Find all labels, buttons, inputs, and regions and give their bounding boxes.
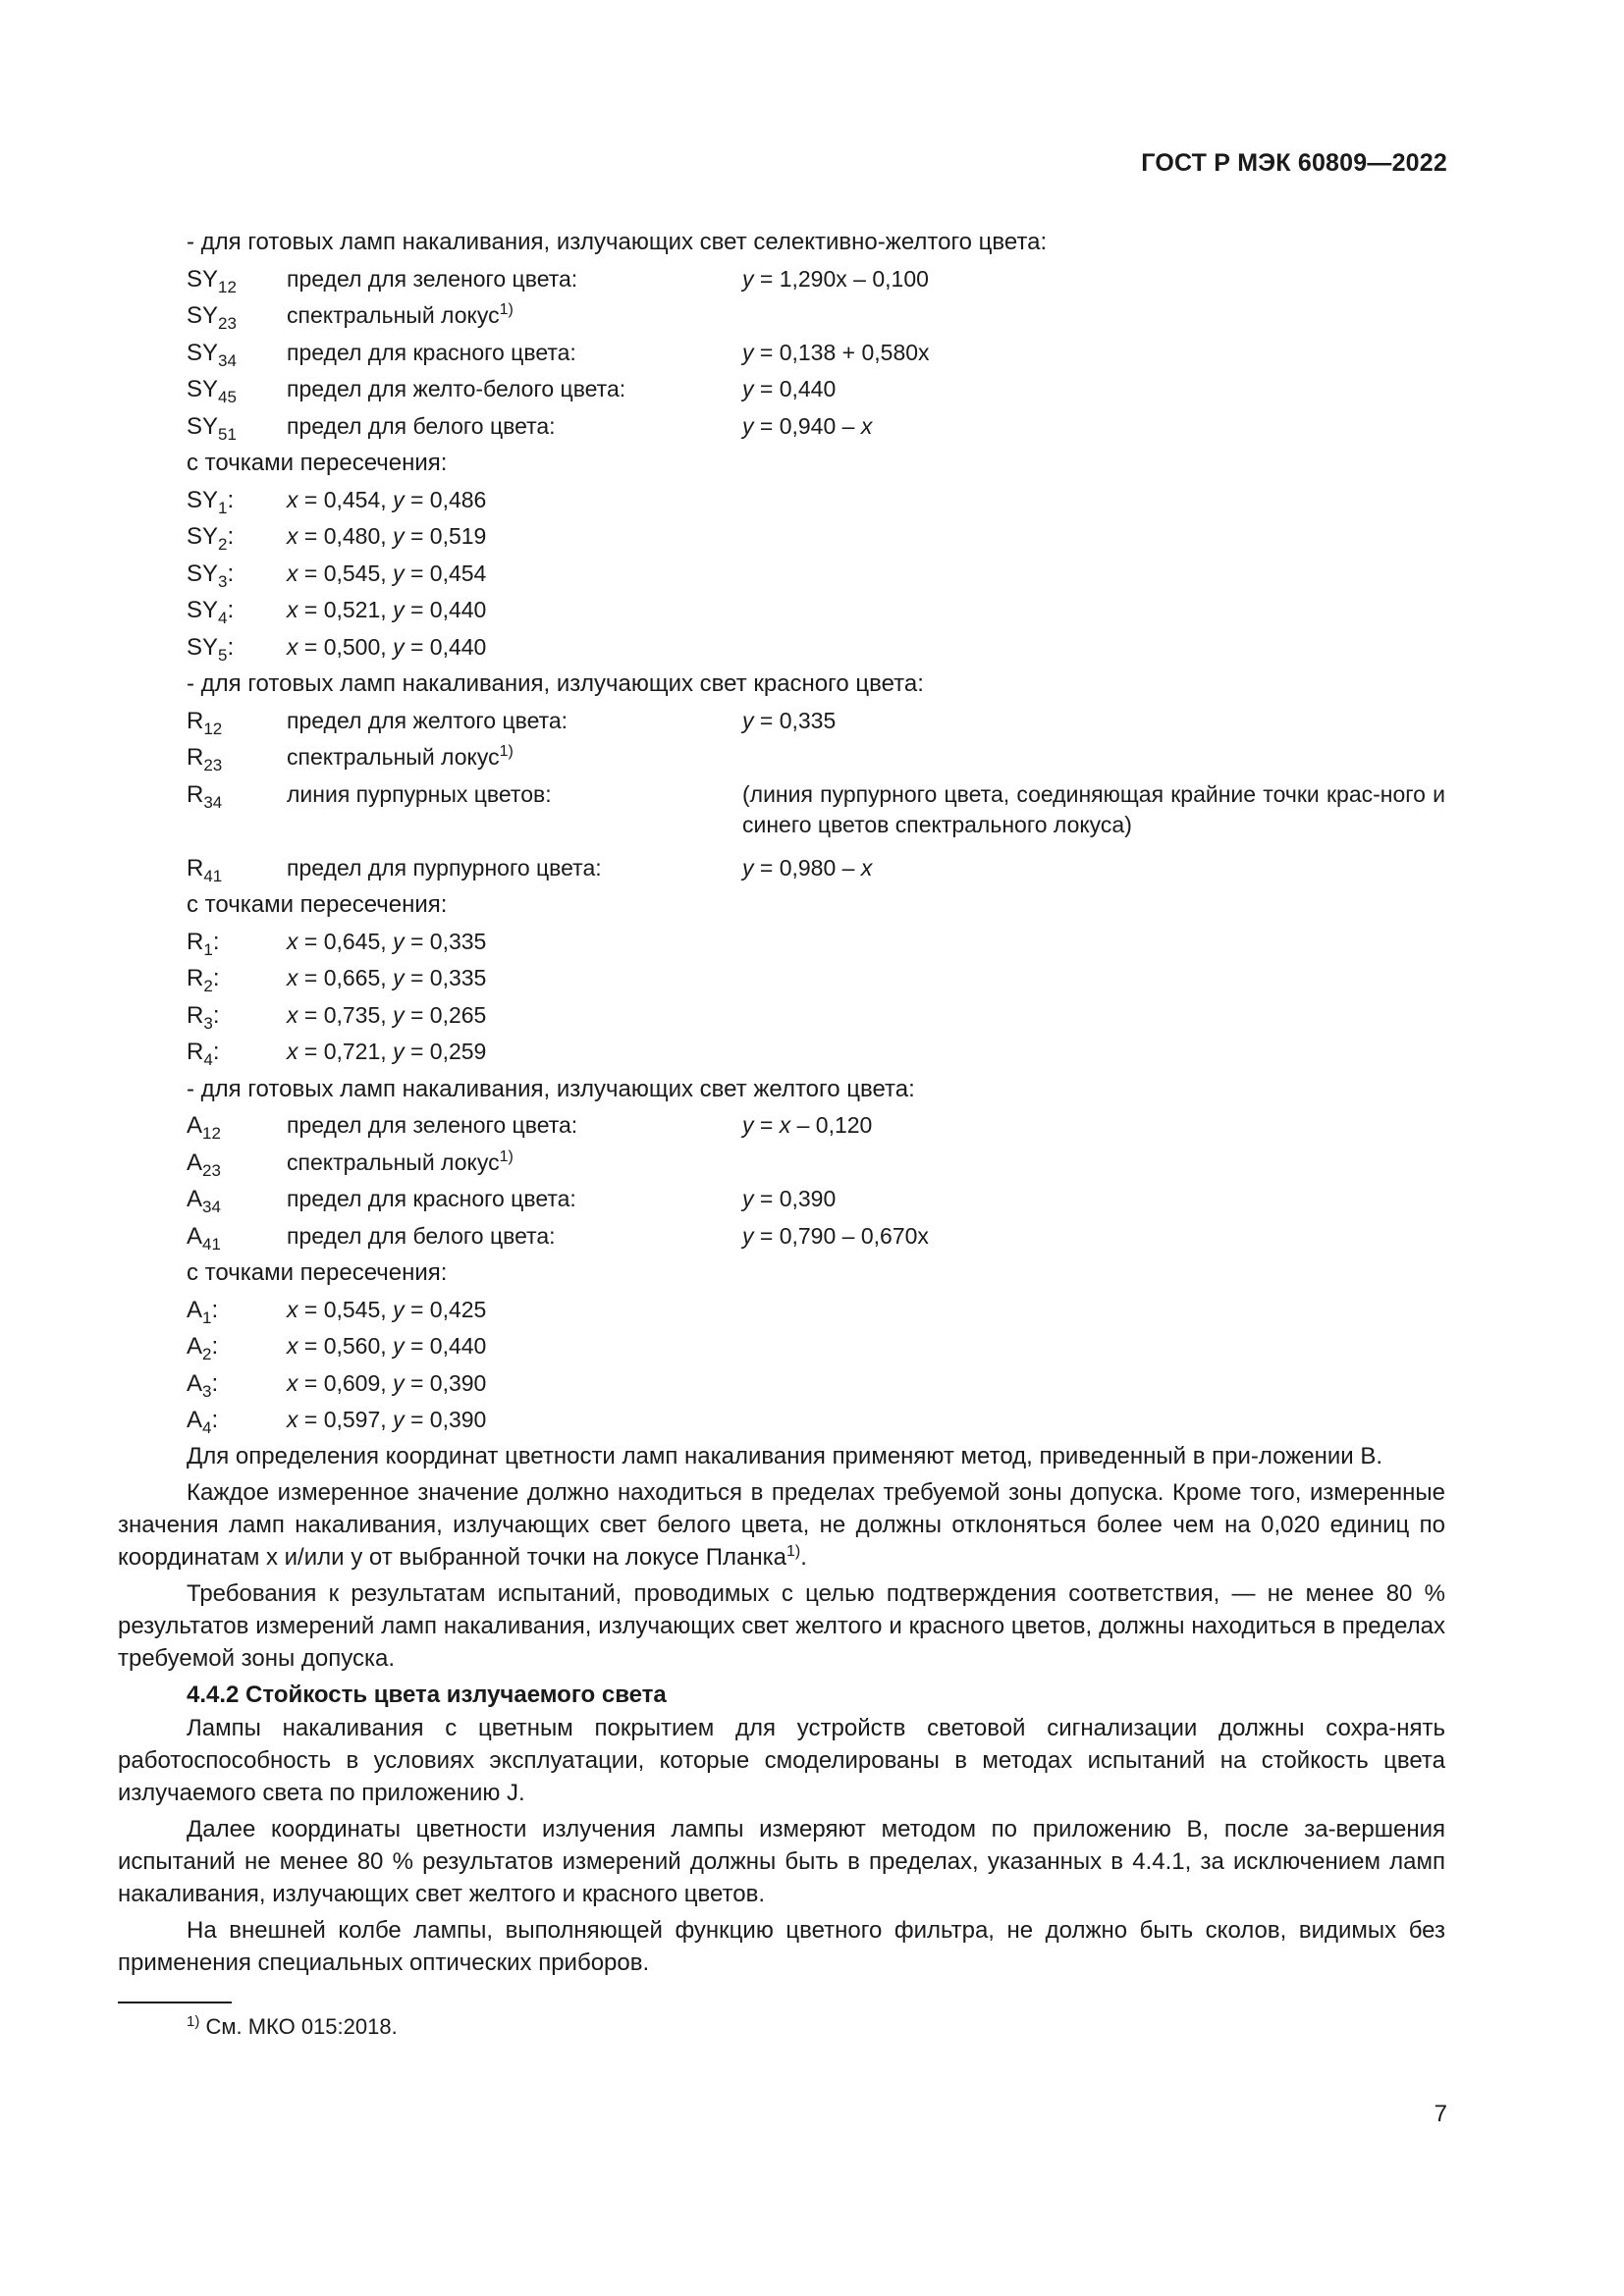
points-label: с точками пересечения: bbox=[187, 450, 448, 476]
limit-row bbox=[118, 408, 1445, 446]
sy-points bbox=[118, 482, 1445, 667]
limit-desc: предел для красного цвета: bbox=[287, 339, 576, 365]
point-code: $SY_5$: bbox=[187, 633, 235, 665]
limit-formula: y = 0,980 – x bbox=[742, 854, 873, 881]
limit-row bbox=[118, 1107, 1445, 1145]
limit-code: $R_{34}$ bbox=[187, 780, 223, 812]
point-value: x = 0,645, y = 0,335 bbox=[287, 928, 487, 954]
limit-code: $A_{23}$ bbox=[187, 1148, 221, 1180]
point-code: $A_2$: bbox=[187, 1333, 219, 1363]
point-row bbox=[118, 482, 1445, 519]
paragraph-coated-lamps: Лампы накаливания с цветным покрытием для устройств световой сигнализации должны сохра-нять работоспособность в условиях эксплуатации, которые смоделированы в методах испытаний на стойкость цвета излучаемого света по приложению J. bbox=[118, 1714, 1445, 1806]
limit-code: $R_{41}$ bbox=[187, 854, 223, 885]
footnote-divider bbox=[118, 2002, 232, 2003]
limit-desc: предел для белого цвета: bbox=[287, 412, 556, 439]
limit-row bbox=[118, 1145, 1445, 1182]
point-value: x = 0,500, y = 0,440 bbox=[287, 633, 487, 660]
limit-code: $A_{41}$ bbox=[187, 1222, 221, 1254]
limit-formula: (линия пурпурного цвета, соединяющая крайние точки крас-ного и синего цветов спектрального локуса) bbox=[742, 780, 1445, 837]
limit-row bbox=[118, 850, 1445, 887]
limit-row bbox=[118, 739, 1445, 776]
point-value: x = 0,454, y = 0,486 bbox=[287, 486, 487, 512]
point-value: x = 0,545, y = 0,425 bbox=[287, 1296, 487, 1322]
sy-limits bbox=[118, 261, 1445, 446]
point-code: $R_3$: bbox=[187, 1001, 220, 1033]
limit-formula: y = 0,335 bbox=[742, 707, 837, 733]
point-code: $SY_1$: bbox=[187, 486, 235, 517]
limit-desc: предел для пурпурного цвета: bbox=[287, 854, 602, 881]
limit-row bbox=[118, 1181, 1445, 1218]
limit-formula: y = 0,390 bbox=[742, 1186, 837, 1211]
point-row bbox=[118, 1292, 1445, 1329]
point-value: x = 0,545, y = 0,454 bbox=[287, 560, 487, 586]
a-limits bbox=[118, 1107, 1445, 1255]
point-value: x = 0,609, y = 0,390 bbox=[287, 1369, 487, 1396]
limit-desc: предел для желто-белого цвета: bbox=[287, 376, 626, 401]
section-intro-a: - для готовых ламп накаливания, излучающих свет желтого цвета: bbox=[187, 1075, 915, 1102]
limit-formula: y = 0,790 – 0,670x bbox=[742, 1222, 929, 1249]
point-value: x = 0,721, y = 0,259 bbox=[287, 1039, 487, 1064]
a-points bbox=[118, 1292, 1445, 1439]
footnote-ref: 1) bbox=[499, 301, 514, 318]
limit-desc: линия пурпурных цветов: bbox=[287, 780, 552, 807]
limit-code: $A_{12}$ bbox=[187, 1112, 221, 1143]
limit-code: $R_{12}$ bbox=[187, 707, 223, 738]
point-value: x = 0,480, y = 0,519 bbox=[287, 523, 487, 549]
page-number: 7 bbox=[1434, 2101, 1447, 2127]
limit-row bbox=[118, 371, 1445, 408]
limit-formula: y = 1,290x – 0,100 bbox=[742, 265, 929, 292]
point-row bbox=[118, 556, 1445, 593]
point-row bbox=[118, 1365, 1445, 1403]
limit-formula: y = x – 0,120 bbox=[742, 1112, 873, 1138]
point-code: $SY_4$: bbox=[187, 597, 235, 627]
limit-row bbox=[118, 1218, 1445, 1255]
main-content bbox=[118, 224, 1445, 1983]
point-code: $R_2$: bbox=[187, 965, 220, 995]
limit-formula: y = 0,138 + 0,580x bbox=[742, 339, 930, 365]
point-value: x = 0,560, y = 0,440 bbox=[287, 1333, 487, 1359]
limit-row bbox=[118, 335, 1445, 372]
r-points bbox=[118, 924, 1445, 1071]
point-row bbox=[118, 1402, 1445, 1439]
footnote-ref: 1) bbox=[786, 1542, 801, 1560]
limit-code: $SY_{23}$ bbox=[187, 302, 237, 333]
point-row bbox=[118, 629, 1445, 667]
point-row bbox=[118, 592, 1445, 629]
limit-desc: предел для белого цвета: bbox=[287, 1222, 556, 1249]
footnote: $^{1)}$ См. МКО 015:2018. bbox=[187, 2013, 398, 2039]
document-header: ГОСТ Р МЭК 60809—2022 bbox=[1141, 149, 1447, 177]
footnote-ref: 1) bbox=[499, 743, 514, 760]
paragraph-measurement: Далее координаты цветности излучения лампы измеряют методом по приложению B, после за-вершения испытаний не менее 80 % результатов измерений должны быть в пределах, указанных в 4.4.1, за исключением ламп накаливания, излучающих свет желтого и красного цветов. bbox=[118, 1815, 1445, 1907]
limit-formula: y = 0,940 – x bbox=[742, 412, 873, 439]
limit-formula: y = 0,440 bbox=[742, 376, 837, 401]
limit-row bbox=[118, 776, 1445, 850]
limit-row bbox=[118, 297, 1445, 335]
point-row bbox=[118, 518, 1445, 556]
limit-row bbox=[118, 703, 1445, 740]
points-label: с точками пересечения: bbox=[187, 891, 448, 918]
point-value: x = 0,597, y = 0,390 bbox=[287, 1407, 487, 1432]
limit-code: $SY_{45}$ bbox=[187, 376, 237, 406]
footnote-ref: 1) bbox=[499, 1148, 514, 1165]
point-code: $R_4$: bbox=[187, 1039, 220, 1069]
limit-desc: предел для зеленого цвета: bbox=[287, 265, 578, 292]
r-limits bbox=[118, 703, 1445, 887]
limit-code: $A_{34}$ bbox=[187, 1186, 221, 1216]
section-heading: 4.4.2 Стойкость цвета излучаемого света bbox=[187, 1681, 667, 1708]
footnote-marker: 1) bbox=[187, 2013, 200, 2030]
paragraph-tolerance: Каждое измеренное значение должно находиться в пределах требуемой зоны допуска. Кроме того, измеренные значения ламп накаливания, излучающих свет белого цвета, не должны отклоняться более чем на 0,020 единиц по координатам x и/или y от выбранной точки на локусе Планка$^{1)}$. bbox=[118, 1478, 1445, 1571]
paragraph-method: Для определения координат цветности ламп накаливания применяют метод, приведенный в при-ложении B. bbox=[187, 1442, 1383, 1469]
section-intro-sy: - для готовых ламп накаливания, излучающих свет селективно-желтого цвета: bbox=[187, 229, 1048, 255]
limit-desc: спектральный локус$^{1)}$ bbox=[287, 301, 514, 328]
point-value: x = 0,735, y = 0,265 bbox=[287, 1001, 487, 1028]
paragraph-bulb: На внешней колбе лампы, выполняющей функцию цветного фильтра, не должно быть сколов, видимых без применения специальных оптических приборов. bbox=[118, 1916, 1445, 1976]
point-value: x = 0,521, y = 0,440 bbox=[287, 597, 487, 622]
limit-code: $SY_{12}$ bbox=[187, 265, 237, 296]
section-intro-r: - для готовых ламп накаливания, излучающих свет красного цвета: bbox=[187, 670, 924, 697]
point-code: $SY_2$: bbox=[187, 523, 235, 554]
point-row bbox=[118, 924, 1445, 961]
points-label: с точками пересечения: bbox=[187, 1259, 448, 1286]
limit-code: $SY_{51}$ bbox=[187, 412, 237, 444]
limit-desc: предел для желтого цвета: bbox=[287, 707, 568, 733]
limit-code: $SY_{34}$ bbox=[187, 339, 237, 370]
limit-desc: спектральный локус$^{1)}$ bbox=[287, 743, 514, 770]
limit-row bbox=[118, 261, 1445, 298]
point-row bbox=[118, 960, 1445, 997]
point-code: $A_3$: bbox=[187, 1369, 219, 1401]
point-row bbox=[118, 1034, 1445, 1071]
limit-desc: предел для красного цвета: bbox=[287, 1186, 576, 1211]
point-code: $SY_3$: bbox=[187, 560, 235, 591]
point-code: $R_1$: bbox=[187, 928, 220, 959]
paragraph-test-requirements: Требования к результатам испытаний, проводимых с целью подтверждения соответствия, — не менее 80 % результатов измерений ламп накаливания, излучающих свет желтого и красного цветов, должны находиться в пределах требуемой зоны допуска. bbox=[118, 1579, 1445, 1672]
limit-desc: предел для зеленого цвета: bbox=[287, 1112, 578, 1138]
point-value: x = 0,665, y = 0,335 bbox=[287, 965, 487, 990]
point-code: $A_4$: bbox=[187, 1407, 219, 1437]
limit-desc: спектральный локус$^{1)}$ bbox=[287, 1148, 514, 1175]
limit-code: $R_{23}$ bbox=[187, 744, 223, 774]
point-row bbox=[118, 1328, 1445, 1365]
point-code: $A_1$: bbox=[187, 1296, 219, 1327]
point-row bbox=[118, 997, 1445, 1035]
